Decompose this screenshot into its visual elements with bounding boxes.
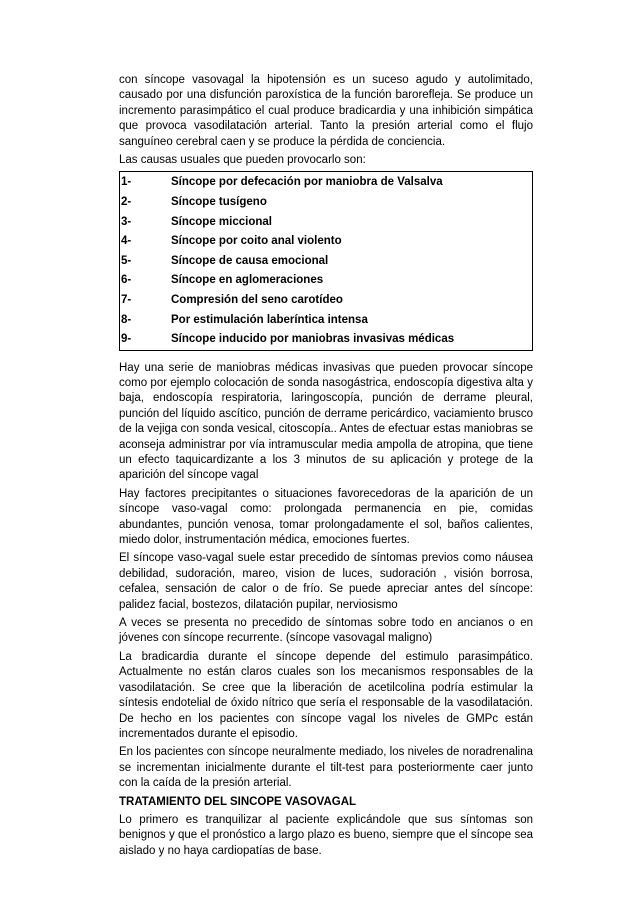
paragraph-intro-vasovagal: con síncope vasovagal la hipotensión es un suceso agudo y autolimitado, causado por una disfunción paroxística de la función barorefleja. Se produce un incremento parasimpático el cual produce bradicardia y una inhibición simpática que provoca vasodilatación arterial. Tanto la presión arterial como el flujo sanguíneo cerebral caen y se produce la pérdida de conciencia. (119, 74, 533, 148)
list-item-label: Síncope por coito anal violento (171, 235, 342, 248)
list-item-number: 7- (121, 294, 132, 306)
list-item (120, 214, 532, 234)
list-item-number: 6- (121, 274, 132, 287)
paragraph-malignant-syncope: A veces se presenta no precedido de síntomas sobre todo en ancianos o en jóvenes con síncope recurrente. (síncope vasovagal maligno) (119, 617, 533, 645)
list-item (120, 292, 532, 312)
list-item (120, 194, 532, 214)
list-item-number: 2- (121, 196, 132, 209)
list-item-number: 9- (121, 333, 132, 346)
list-item-label: Por estimulación laberíntica intensa (171, 313, 368, 326)
list-item (120, 272, 532, 292)
paragraph-precipitating-factors: Hay factores precipitantes o situaciones favorecedoras de la aparición de un síncope vaso-vagal como: prolongada permanencia en pie, comidas abundantes, punción venosa, tomar prolongadamente el sol, baños calientes, miedo dolor, instrumentación médica, emociones fuertes. (119, 487, 533, 547)
list-item-label: Síncope en aglomeraciones (171, 274, 324, 287)
list-item-label: Síncope de causa emocional (171, 254, 329, 267)
list-item-label: Síncope miccional (171, 215, 272, 228)
paragraph-prodromal-symptoms: El síncope vaso-vagal suele estar precedido de síntomas previos como náusea debilidad, sudoración, mareo, vision de luces, sudoración , visión borrosa, cefalea, sensación de calor o de frío. Se puede apreciar antes del síncope: palidez facial, bostezos, dilatación pupilar, nerviosismo (119, 552, 533, 611)
causes-list (119, 171, 533, 350)
list-item-label: Síncope inducido por maniobras invasivas médicas (171, 333, 455, 346)
list-item (120, 174, 532, 194)
list-item-number: 1- (121, 176, 132, 189)
paragraph-treatment: Lo primero es tranquilizar al paciente explicándole que sus síntomas son benignos y que el pronóstico a largo plazo es bueno, siempre que el síncope sea aislado y no haya cardiopatías de base. (119, 813, 533, 857)
list-item-number: 5- (121, 254, 132, 267)
causes-intro: Las causas usuales que pueden provocarlo son: (119, 154, 366, 167)
paragraph-invasive-maneuvers: Hay una serie de maniobras médicas invasivas que pueden provocar síncope como por ejemplo colocación de sonda nasogástrica, endoscopía digestiva alta y baja, endoscopía respiratoria, laringoscopía, punción de derrame pleural, punción del líquido ascítico, punción de derrame pericárdico, vaciamiento brusco de la vejiga con sonda vesical, citoscopía.. Antes de efectuar estas maniobras se aconseja administrar por vía intramuscular media ampolla de atropina, que tiene un efecto taquicardizante a los 3 minutos de su aplicación y protege de la aparición del síncope vagal (119, 361, 533, 482)
list-item-number: 8- (121, 313, 132, 326)
list-item-label: Compresión del seno carotídeo (171, 294, 343, 306)
list-item-label: Síncope tusígeno (171, 196, 267, 209)
list-item-label: Síncope por defecación por maniobra de Valsalva (171, 176, 443, 189)
list-item (120, 253, 532, 273)
list-item (120, 233, 532, 253)
section-heading-treatment: TRATAMIENTO DEL SINCOPE VASOVAGAL (119, 795, 357, 808)
list-item (120, 312, 532, 332)
list-item (120, 331, 532, 347)
document-page (119, 73, 533, 862)
list-item-number: 4- (121, 235, 132, 248)
paragraph-bradycardia: La bradicardia durante el síncope depende del estimulo parasimpático. Actualmente no están claros cuales son los mecanismos responsables de la vasodilatación. Se cree que la liberación de acetilcolina podría estimular la síntesis endotelial de óxido nítrico que sería el responsable de la vasodilatación. De hecho en los pacientes con síncope vagal los niveles de GMPc están incrementados durante el episodio. (119, 650, 533, 740)
list-item-number: 3- (121, 215, 132, 228)
paragraph-noradrenaline: En los pacientes con síncope neuralmente mediado, los niveles de noradrenalina se incrementan inicialmente durante el tilt-test para posteriormente caer junto con la caída de la presión arterial. (119, 746, 533, 790)
